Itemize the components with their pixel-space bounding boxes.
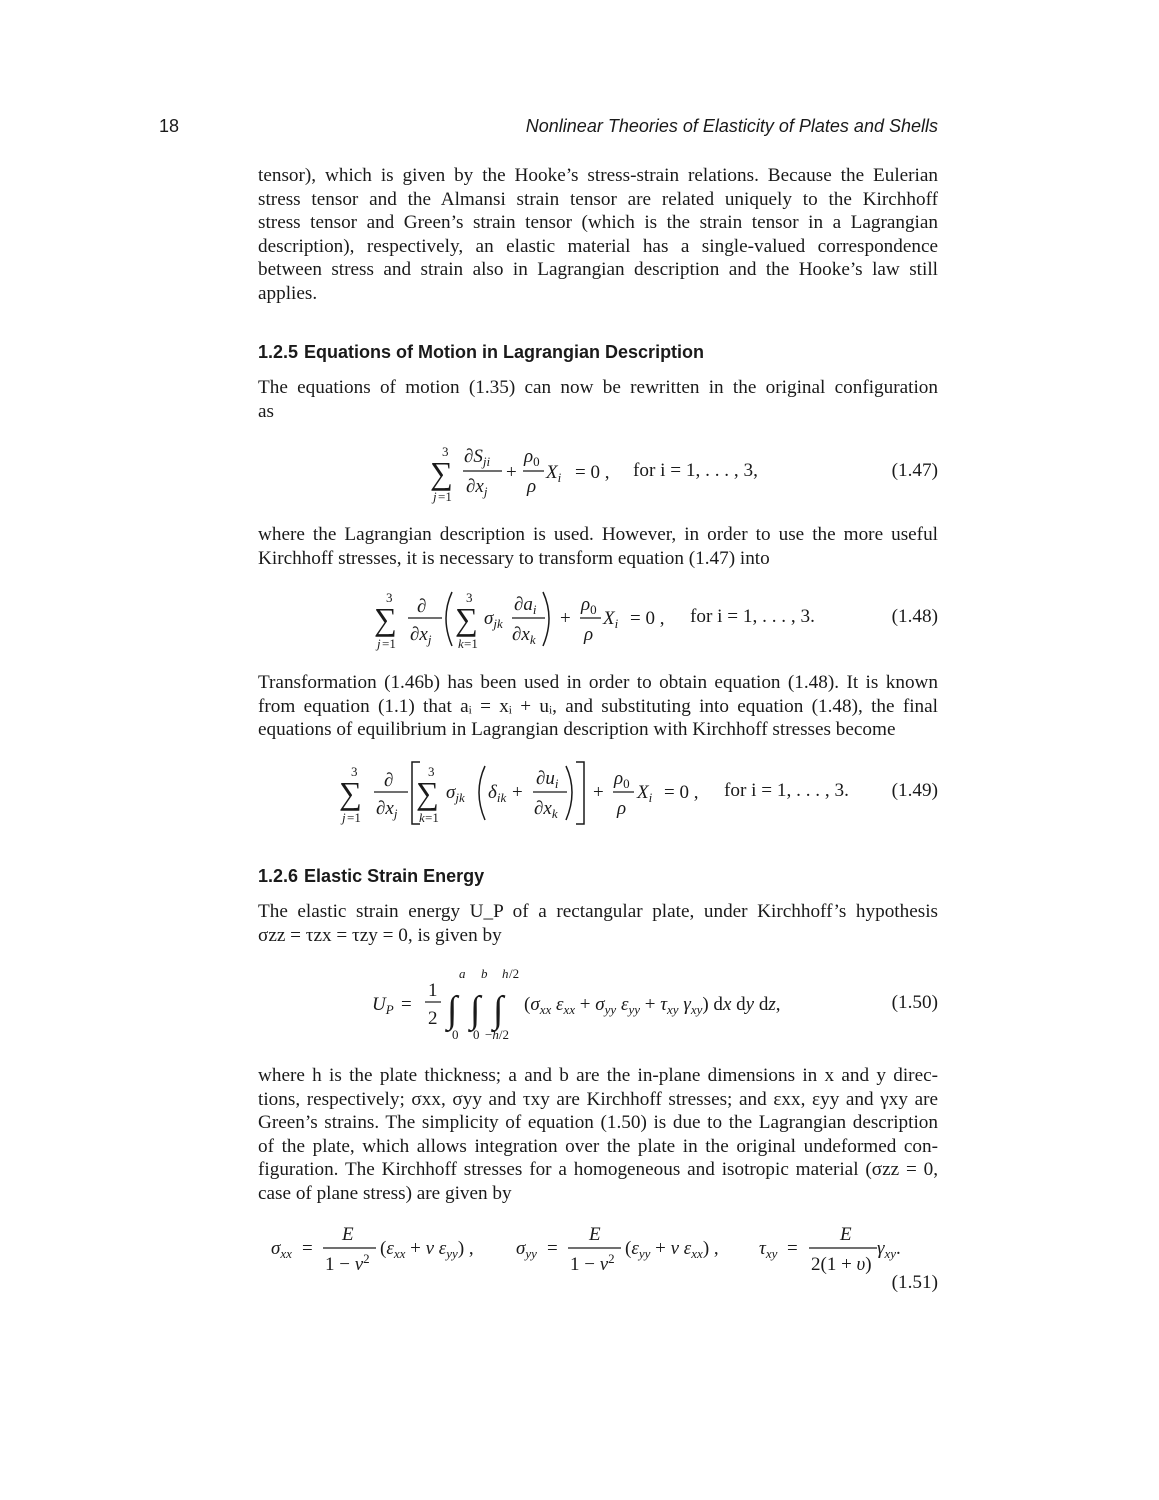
- svg-text:j: j: [377, 636, 381, 651]
- text-line: equations of equilibrium in Lagrangian description with Kirchhoff stresses become: [258, 719, 896, 740]
- equation-graphic: [0, 1218, 1159, 1278]
- text-line: Green’s strains. The simplicity of equation (1.50) is due to the Lagrangian description: [258, 1112, 938, 1133]
- svg-text:∂xk: $\partial x_k$: [534, 798, 558, 821]
- paragraph-6: [258, 1064, 938, 1205]
- page-number: 18: [159, 116, 180, 136]
- svg-text:j: j: [433, 489, 437, 504]
- svg-text:=1: =1: [438, 489, 452, 504]
- svg-text:1 − ν2: $1 - \nu^2$: [570, 1251, 615, 1275]
- paragraph-3: [258, 523, 938, 570]
- svg-text:E: E: [840, 1224, 852, 1245]
- svg-text:∂xj: $\partial x_j$: [410, 624, 432, 647]
- svg-text:3: 3: [351, 764, 358, 779]
- equation-1-51: [0, 1218, 1159, 1300]
- text-line: stress tensor and the Almansi strain tensor are related uniquely to the Kirchhoff: [258, 188, 938, 210]
- text-line: where the Lagrangian description is used. However, in order to use the more useful: [258, 524, 938, 545]
- equation-condition: for i = 1, . . . , 3.: [690, 606, 815, 627]
- svg-text:ρ: ρ: [584, 624, 594, 645]
- svg-text:−h/2: −h/2: [485, 1027, 509, 1042]
- svg-text:UP: $U_P$: [372, 994, 394, 1017]
- svg-text:∂Sji: $\partial S_{ji}$: [464, 446, 491, 469]
- svg-text:ρ0: $\rho_0$: [524, 446, 540, 469]
- svg-text:σjk: $\sigma_{jk}$: [446, 782, 465, 805]
- svg-text:0: 0: [452, 1027, 459, 1042]
- svg-text:∑: ∑: [339, 775, 362, 811]
- svg-text:ρ0: $\rho_0$: [581, 594, 597, 617]
- text-line: applies.: [258, 282, 318, 304]
- equation-condition: for i = 1, . . . , 3,: [633, 460, 758, 481]
- svg-text:0: 0: [473, 1027, 480, 1042]
- svg-text:∂: ∂: [384, 770, 394, 791]
- svg-text:ρ0: $\rho_0$: [614, 768, 630, 791]
- svg-text:3: 3: [466, 590, 473, 605]
- svg-text:+: +: [506, 462, 517, 483]
- svg-text:1 − ν2: $1 - \nu^2$: [325, 1251, 370, 1275]
- text-line: figuration. The Kirchhoff stresses for a homogeneous and isotropic material (σzz = 0,: [258, 1159, 938, 1180]
- svg-text:δik: $\delta_{ik}$: [488, 782, 507, 805]
- equation-number: (1.47): [891, 460, 938, 481]
- equation-graphic: [0, 438, 1159, 504]
- svg-text:a: a: [459, 966, 466, 981]
- equation-graphic: [0, 586, 1159, 654]
- svg-text:(σxx εxx + σyy εyy + τxy γxy): ($\sigma_{xx}$ $\varepsilon_{xx} + \sigma_{yy}$ $\varepsilon_{yy} + \tau_{xy}$ $\gamma_{xy}$) dx dy dz,: [524, 994, 781, 1017]
- svg-text:k: k: [458, 636, 464, 651]
- svg-text:(εyy + ν εxx) ,: ($\varepsilon_{yy} + \nu$ $\varepsilon_{xx}$) ,: [625, 1238, 719, 1261]
- svg-text:Xi: $X_i$: [637, 782, 653, 805]
- svg-text:2: 2: [428, 1008, 438, 1029]
- text-line: where h is the plate thickness; a and b are the in-plane dimensions in x and y direc-: [258, 1065, 938, 1086]
- equation-graphic: [0, 964, 1159, 1046]
- svg-text:ρ: ρ: [527, 476, 537, 497]
- svg-text:∑: ∑: [430, 455, 453, 491]
- text-line: of the plate, which allows integration over the plate in the original undeformed con-: [258, 1135, 938, 1157]
- paragraph-4: [258, 671, 938, 742]
- equation-1-50: [0, 964, 1159, 1046]
- svg-text:3: 3: [428, 764, 435, 779]
- svg-text:b: b: [481, 966, 488, 981]
- svg-text:σyy: $\sigma_{yy}$: [516, 1238, 537, 1261]
- svg-text:3: 3: [442, 444, 449, 459]
- equation-1-49: [0, 758, 1159, 830]
- text-line: Transformation (1.46b) has been used in order to obtain equation (1.48). It is known: [258, 672, 938, 693]
- svg-text:γxy.: $\gamma_{xy}$.: [877, 1238, 901, 1261]
- text-line: description), respectively, an elastic material has a single-valued correspondence: [258, 235, 938, 257]
- section-title: Elastic Strain Energy: [304, 866, 485, 886]
- section-heading: [258, 342, 704, 363]
- section-number: 1.2.6: [258, 866, 299, 886]
- equation-graphic: [0, 758, 1159, 830]
- running-title: Nonlinear Theories of Elasticity of Plates and Shells: [525, 116, 938, 136]
- equation-number: (1.50): [891, 992, 938, 1013]
- svg-text:ρ: ρ: [617, 798, 627, 819]
- svg-text:(εxx + ν εyy) ,: ($\varepsilon_{xx} + \nu$ $\varepsilon_{yy}$) ,: [380, 1238, 474, 1261]
- svg-text:=: =: [302, 1238, 313, 1259]
- svg-text:∑: ∑: [416, 775, 439, 811]
- svg-text:+: +: [593, 782, 604, 803]
- svg-text:∂: ∂: [417, 596, 427, 617]
- equation-1-47: [0, 438, 1159, 504]
- text-line: between stress and strain also in Lagrangian description and the Hooke’s law still: [258, 259, 938, 280]
- text-line: The elastic strain energy U_P of a rectangular plate, under Kirchhoff’s hypothesis: [258, 901, 938, 922]
- svg-text:Xi: $X_i$: [546, 462, 562, 485]
- svg-text:= 0 ,: = 0 ,: [575, 462, 610, 483]
- paragraph-2: [258, 376, 938, 423]
- section-number: 1.2.5: [258, 342, 299, 362]
- text-line: case of plane stress) are given by: [258, 1182, 512, 1204]
- svg-text:2(1 + υ): 2(1 + υ): [811, 1254, 872, 1275]
- section-heading: [258, 866, 484, 887]
- paragraph-5: [258, 900, 938, 947]
- svg-text:∂xj: $\partial x_j$: [466, 476, 488, 499]
- svg-text:3: 3: [386, 590, 393, 605]
- svg-text:τxy: $\tau_{xy}$: [759, 1238, 778, 1261]
- text-line: stress tensor and Green’s strain tensor (which is the strain tensor in a Lagrangian: [258, 212, 938, 233]
- text-line: tions, respectively; σxx, σyy and τxy are Kirchhoff stresses; and εxx, εyy and γxy are: [258, 1088, 938, 1110]
- section-title: Equations of Motion in Lagrangian Description: [304, 342, 705, 362]
- equation-condition: for i = 1, . . . , 3.: [724, 780, 849, 801]
- svg-text:∂xj: $\partial x_j$: [376, 798, 398, 821]
- svg-text:+: +: [560, 608, 571, 629]
- equation-number: (1.49): [891, 780, 938, 801]
- svg-text:E: E: [589, 1224, 601, 1245]
- svg-text:1: 1: [428, 980, 438, 1001]
- text-line: from equation (1.1) that aᵢ = xᵢ + uᵢ, and substituting into equation (1.48), the final: [258, 695, 938, 717]
- svg-text:+: +: [512, 782, 523, 803]
- svg-text:σjk: $\sigma_{jk}$: [484, 608, 503, 631]
- svg-text:∑: ∑: [455, 601, 478, 637]
- svg-text:h: h: [502, 966, 509, 981]
- text-line: tensor), which is given by the Hooke’s stress-strain relations. Because the Eulerian: [258, 165, 938, 186]
- svg-text:∂ui: $\partial u_i$: [536, 768, 559, 791]
- svg-text:=1: =1: [347, 810, 361, 825]
- svg-text:E: E: [342, 1224, 354, 1245]
- svg-text:Xi: $X_i$: [603, 608, 619, 631]
- svg-text:∂ai: $\partial a_i$: [514, 594, 537, 617]
- text-line: as: [258, 400, 274, 422]
- svg-text:= 0 ,: = 0 ,: [664, 782, 699, 803]
- svg-text:=1: =1: [425, 810, 439, 825]
- svg-text:= 0 ,: = 0 ,: [630, 608, 665, 629]
- text-line: σzz = τzx = τzy = 0, is given by: [258, 924, 502, 946]
- svg-text:=1: =1: [464, 636, 478, 651]
- equation-number: (1.51): [891, 1272, 938, 1293]
- svg-text:∫: ∫: [447, 989, 458, 1031]
- svg-text:=: =: [401, 994, 412, 1015]
- text-line: The equations of motion (1.35) can now be rewritten in the original configuration: [258, 377, 938, 398]
- svg-text:∫: ∫: [493, 989, 504, 1031]
- svg-text:∫: ∫: [470, 989, 481, 1031]
- equation-number: (1.48): [891, 606, 938, 627]
- svg-text:/2: /2: [509, 966, 520, 981]
- svg-text:=: =: [787, 1238, 798, 1259]
- svg-text:=: =: [547, 1238, 558, 1259]
- svg-text:k: k: [419, 810, 425, 825]
- svg-text:∑: ∑: [374, 601, 397, 637]
- svg-text:σxx: $\sigma_{xx}$: [271, 1238, 292, 1261]
- svg-text:=1: =1: [382, 636, 396, 651]
- paragraph-1: [258, 164, 938, 305]
- text-line: Kirchhoff stresses, it is necessary to transform equation (1.47) into: [258, 547, 770, 569]
- svg-text:∂xk: $\partial x_k$: [512, 624, 536, 647]
- equation-1-48: [0, 586, 1159, 654]
- svg-text:j: j: [342, 810, 346, 825]
